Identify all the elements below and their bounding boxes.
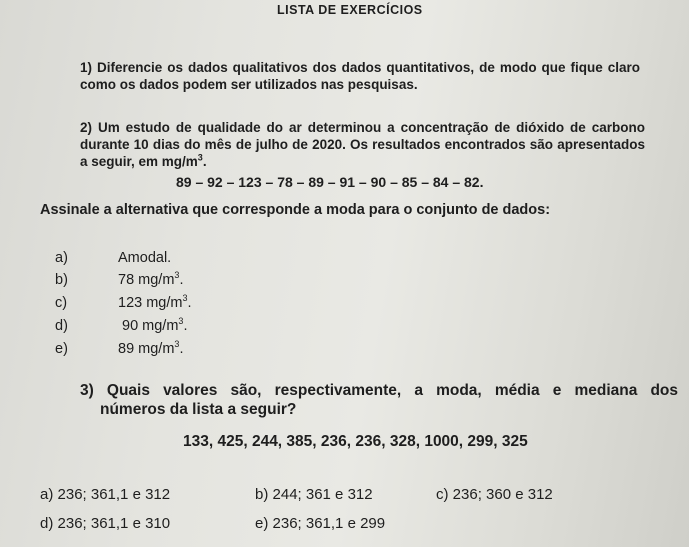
answer-e: e) 236; 361,1 e 299	[255, 515, 386, 532]
number-list: 133, 425, 244, 385, 236, 236, 328, 1000, 299, 325	[183, 433, 528, 450]
page-title: LISTA DE EXERCÍCIOS	[277, 3, 423, 17]
question-1: 1) Diferencie os dados qualitativos dos dados quantitativos, de modo que fique claro como os dados podem ser utilizados nas pesquisas.	[80, 60, 640, 92]
option-a-text: Amodal.	[118, 250, 172, 266]
answer-d: d) 236; 361,1 e 310	[40, 515, 171, 532]
option-d-letter: d)	[55, 318, 68, 334]
data-sequence: 89 – 92 – 123 – 78 – 89 – 91 – 90 – 85 – 84 – 82.	[176, 174, 484, 190]
answer-a: a) 236; 361,1 e 312	[40, 486, 171, 503]
question-2-instruction: Assinale a alternativa que corresponde a moda para o conjunto de dados:	[40, 202, 551, 218]
question-2-text: 2) Um estudo de qualidade do ar determinou a concentração de dióxido de carbono durante 10 dias do mês de julho de 2020. Os resultados encontrados são apresentados a seguir, em mg/m	[80, 120, 645, 169]
option-b-letter: b)	[55, 272, 68, 288]
option-c-letter: c)	[55, 295, 68, 311]
option-e-text: 89 $mg/m^3$.	[118, 339, 184, 357]
option-d-text: 90 $mg/m^3$.	[122, 316, 188, 334]
question-2	[80, 119, 645, 170]
option-a-letter: a)	[55, 250, 68, 266]
option-c-text: 123 $mg/m^3$.	[118, 293, 192, 311]
question-2-end: .	[202, 154, 207, 169]
question-3-line-1: 3) Quais valores são, respectivamente, a moda, média e mediana dos	[80, 382, 678, 399]
answer-b: b) 244; 361 e 312	[255, 486, 373, 503]
question-3	[80, 381, 678, 419]
option-e-letter: e)	[55, 341, 68, 357]
question-3-line-2: números da lista a seguir?	[100, 401, 297, 418]
answer-c: c) 236; 360 e 312	[436, 486, 553, 503]
option-b-text: 78 $mg/m^3$.	[118, 270, 184, 288]
unit-superscript: 3	[197, 152, 203, 163]
